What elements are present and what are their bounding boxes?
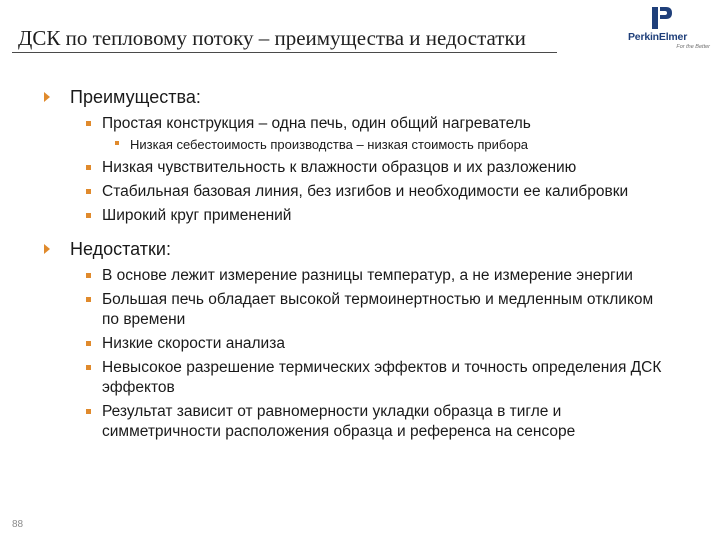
logo-tagline: For the Better	[676, 44, 710, 50]
logo-brand-text: PerkinElmer	[628, 31, 688, 43]
page-number: 88	[12, 519, 24, 530]
list-item	[0, 158, 662, 178]
triangle-bullet-icon	[44, 244, 50, 254]
triangle-bullet-icon	[44, 92, 50, 102]
list-item-text: Низкая чувствительность к влажности образцов и их разложению	[102, 159, 577, 176]
list-item	[0, 358, 662, 398]
square-bullet-icon	[86, 409, 91, 414]
list-item-text: Низкие скорости анализа	[102, 335, 285, 352]
list-item	[0, 114, 662, 154]
list-item-text: Стабильная базовая линия, без изгибов и необходимости ее калибровки	[102, 183, 629, 200]
list-item	[0, 290, 662, 330]
square-bullet-icon	[115, 141, 119, 145]
square-bullet-icon	[86, 121, 91, 126]
section-heading-advantages	[0, 86, 690, 108]
square-bullet-icon	[86, 273, 91, 278]
disadvantages-list	[0, 266, 720, 442]
slide-body	[0, 86, 720, 448]
slide-header	[0, 0, 720, 58]
square-bullet-icon	[86, 341, 91, 346]
slide-title: ДСК по тепловому потоку – преимущества и недостатки	[18, 26, 526, 50]
list-item	[0, 402, 662, 442]
square-bullet-icon	[86, 189, 91, 194]
sub-list-item	[0, 136, 650, 154]
square-bullet-icon	[86, 213, 91, 218]
sub-list-item-text: Низкая себестоимость производства – низкая стоимость прибора	[130, 137, 529, 152]
perkinelmer-logo-mark-icon	[650, 6, 674, 30]
list-item-text: Широкий круг применений	[102, 207, 292, 224]
list-item	[0, 334, 662, 354]
list-item-text: Невысокое разрешение термических эффектов и точность определения ДСК эффектов	[102, 359, 662, 396]
section-heading-text: Преимущества:	[70, 87, 201, 107]
square-bullet-icon	[86, 365, 91, 370]
list-item	[0, 206, 662, 226]
list-item-text: Результат зависит от равномерности укладки образца в тигле и симметричности расположения образца и референса на сенсоре	[102, 403, 576, 440]
list-item	[0, 182, 662, 202]
perkinelmer-logo	[618, 4, 716, 52]
list-item	[0, 266, 662, 286]
advantages-list	[0, 114, 720, 226]
list-item-text: Большая печь обладает высокой термоинертностью и медленным откликом по времени	[102, 291, 654, 328]
square-bullet-icon	[86, 297, 91, 302]
list-item-text: В основе лежит измерение разницы температур, а не измерение энергии	[102, 267, 633, 284]
section-heading-text: Недостатки:	[70, 239, 171, 259]
square-bullet-icon	[86, 165, 91, 170]
section-heading-disadvantages	[0, 238, 690, 260]
title-underline	[12, 52, 557, 53]
sub-list	[102, 136, 662, 154]
list-item-text: Простая конструкция – одна печь, один общий нагреватель	[102, 115, 531, 132]
